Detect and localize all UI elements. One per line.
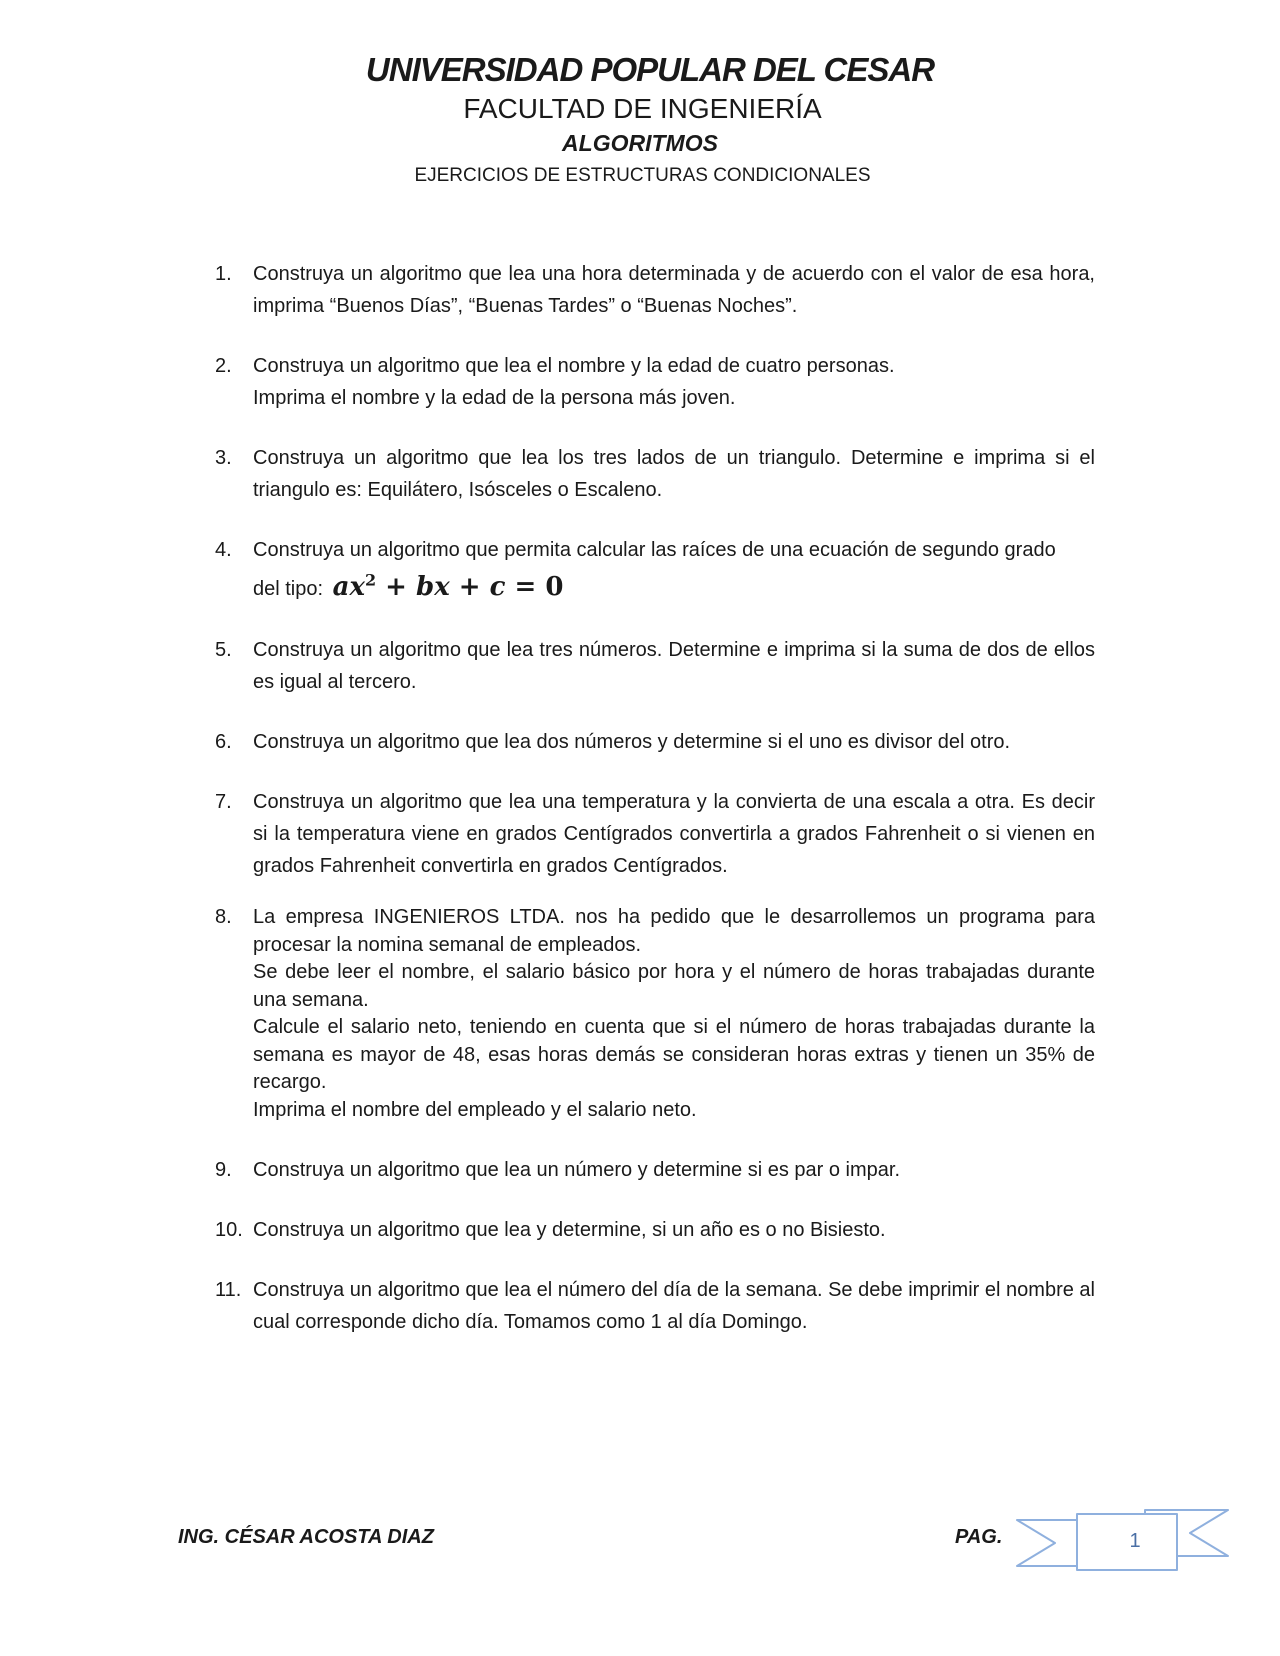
exercise-text: Construya un algoritmo que lea y determine, si un año es o no Bisiesto. [253, 1219, 886, 1241]
exercise-paragraph-2: Se debe leer el nombre, el salario básico por hora y el número de horas trabajadas durante una semana. [253, 961, 1095, 1011]
exercise-list [215, 258, 1095, 1338]
equation-prefix: del tipo: [253, 578, 324, 600]
exercise-item-7 [215, 786, 1095, 882]
exercise-number: 3. [215, 447, 232, 469]
exercise-number: 10. [215, 1219, 243, 1241]
exercise-item-3 [215, 442, 1095, 506]
document-subtitle: EJERCICIOS DE ESTRUCTURAS CONDICIONALES [414, 165, 871, 186]
exercise-text: La empresa INGENIEROS LTDA. nos ha pedido que le desarrollemos un programa para procesar la nomina semanal de empleados. [253, 906, 1095, 956]
exercise-item-11 [215, 1274, 1095, 1338]
exercise-number: 2. [215, 355, 232, 377]
exercise-item-9 [215, 1154, 1095, 1186]
exercise-number: 4. [215, 539, 232, 561]
exercise-text: Construya un algoritmo que lea los tres lados de un triangulo. Determine e imprima si el triangulo es: Equilátero, Isósceles o Escaleno. [253, 447, 1095, 501]
exercise-item-8 [215, 904, 1095, 1124]
exercise-number: 11. [215, 1279, 242, 1301]
exercise-text: Construya un algoritmo que lea un número y determine si es par o impar. [253, 1159, 901, 1181]
university-name: UNIVERSIDAD POPULAR DEL CESAR [365, 51, 935, 88]
exercise-text: Construya un algoritmo que lea el nombre y la edad de cuatro personas. [253, 355, 895, 377]
exercise-item-5 [215, 634, 1095, 698]
exercise-text: Construya un algoritmo que lea el número del día de la semana. Se debe imprimir el nombre al cual corresponde dicho día. Tomamos como 1 al día Domingo. [253, 1279, 1095, 1333]
exercise-text: Construya un algoritmo que permita calcular las raíces de una ecuación de segundo grado [253, 539, 1056, 561]
exercise-text: Construya un algoritmo que lea dos números y determine si el uno es divisor del otro. [253, 731, 1011, 753]
exercise-item-10 [215, 1214, 1095, 1246]
exercise-paragraph-3: Calcule el salario neto, teniendo en cuenta que si el número de horas trabajadas durante la semana es mayor de 48, esas horas demás se consideran horas extras y tienen un 35% de recargo. [253, 1016, 1095, 1093]
document-header [0, 48, 1280, 192]
exercise-number: 5. [215, 639, 232, 661]
exercise-text: Construya un algoritmo que lea una temperatura y la convierta de una escala a otra. Es decir si la temperatura viene en grados Centígrados convertirla a grados Fahrenheit o si vienen en grados Fahrenheit convertirla en grados Centígrados. [253, 791, 1095, 877]
exercise-number: 8. [215, 906, 232, 928]
exercise-item-1 [215, 258, 1095, 322]
faculty-name: FACULTAD DE INGENIERÍA [463, 93, 822, 124]
exercise-item-2 [215, 350, 1095, 414]
exercise-item-4 [215, 534, 1095, 610]
footer-page-label: PAG. [955, 1526, 1003, 1548]
exercise-number: 6. [215, 731, 232, 753]
exercise-paragraph-4: Imprima el nombre del empleado y el salario neto. [253, 1098, 697, 1121]
exercise-text-line2: Imprima el nombre y la edad de la persona más joven. [253, 387, 736, 409]
exercise-number: 7. [215, 791, 232, 813]
exercise-item-6 [215, 726, 1095, 758]
exercise-text: Construya un algoritmo que lea tres números. Determine e imprima si la suma de dos de ellos es igual al tercero. [253, 639, 1095, 693]
exercise-number: 1. [215, 263, 232, 285]
exercise-text: Construya un algoritmo que lea una hora determinada y de acuerdo con el valor de esa hora, imprima “Buenos Días”, “Buenas Tardes” o “Buenas Noches”. [253, 263, 1095, 317]
quadratic-equation: $ax^2$ + bx + c = 0 [332, 570, 564, 602]
exercise-number: 9. [215, 1159, 232, 1181]
footer-author: ING. CÉSAR ACOSTA DIAZ [178, 1526, 434, 1548]
page-number: 1 [1129, 1530, 1141, 1552]
course-title: ALGORITMOS [562, 130, 718, 156]
